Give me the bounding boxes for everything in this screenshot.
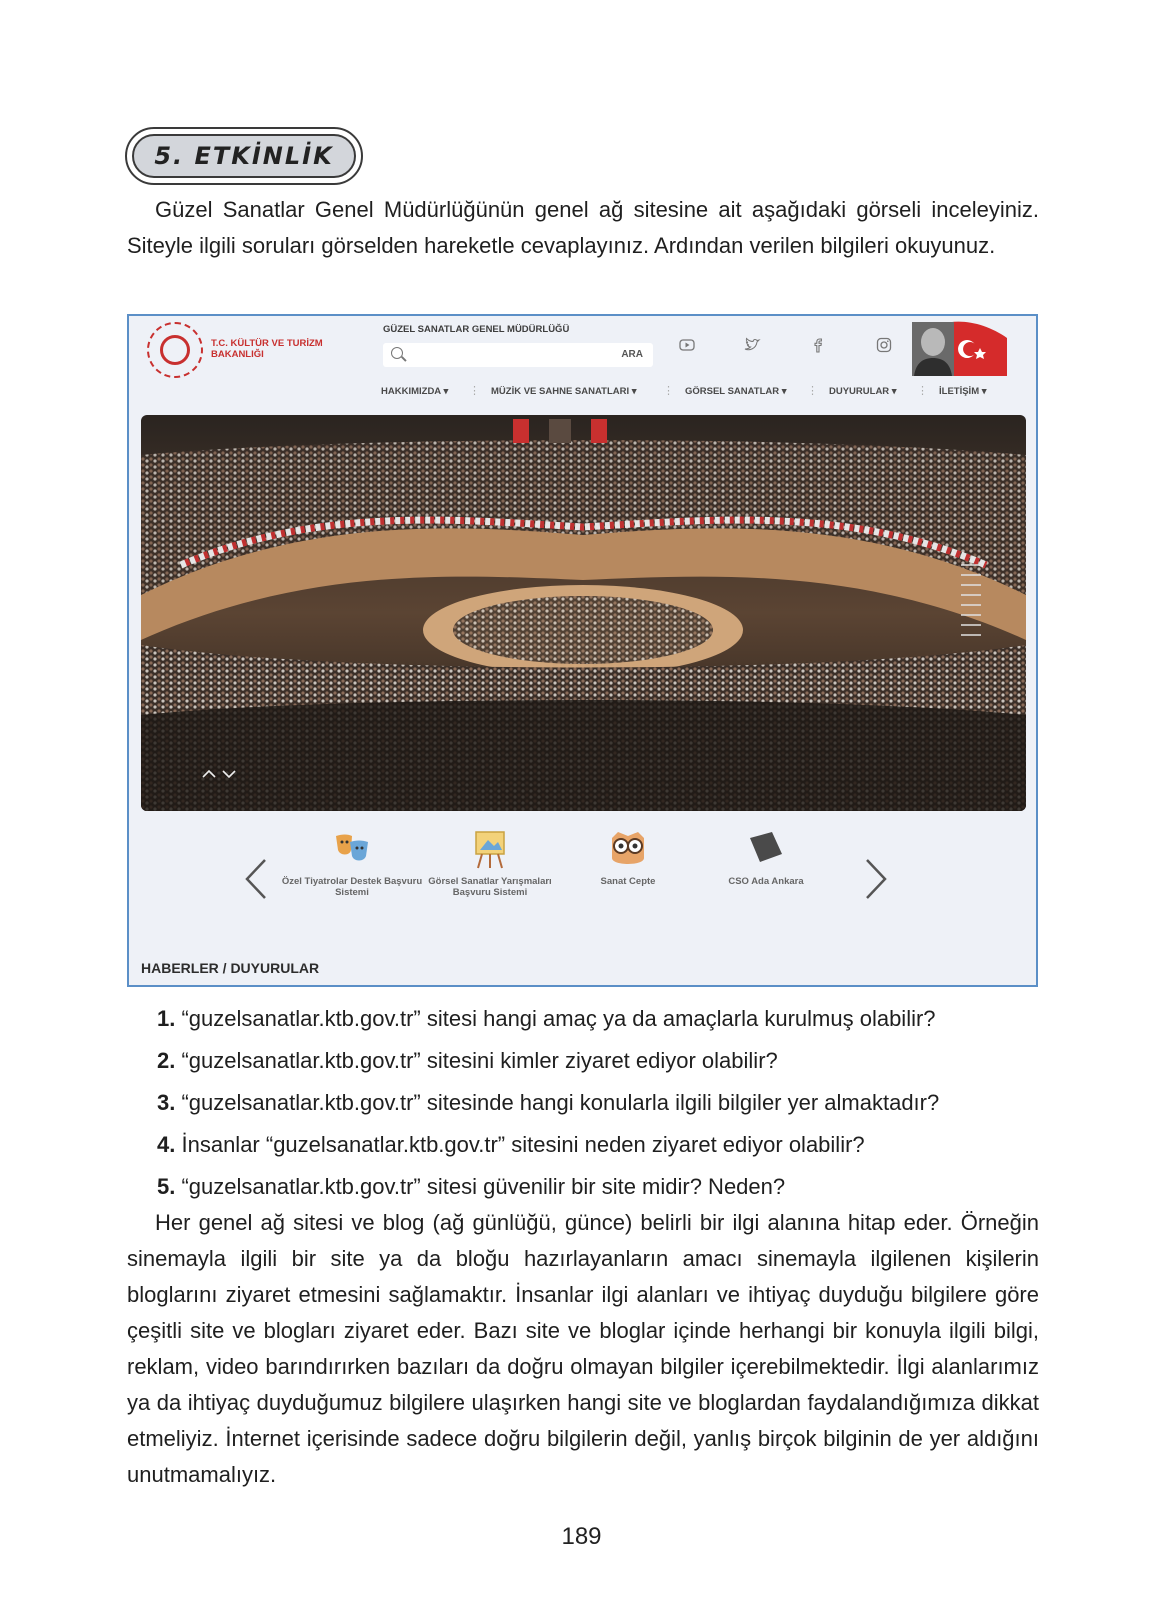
search-button[interactable]: ARA [621,349,643,360]
nav-separator: ⋮ [917,385,928,397]
question-item [157,1040,939,1082]
question-item [157,1124,939,1166]
nav-separator: ⋮ [663,385,674,397]
question-item [157,1166,939,1208]
owl-icon [606,828,650,872]
quick-link-label: Sanat Cepte [600,876,656,887]
question-number: 4. [157,1132,176,1157]
search-input[interactable] [383,343,653,367]
theater-masks-icon [330,828,374,872]
quick-link-cso-ada-ankara[interactable] [691,828,841,887]
body-paragraph: Her genel ağ sitesi ve blog (ağ günlüğü, günce) belirli bir ilgi alanına hitap eder. Örneğin sinemayla ilgili bir site ya da bloğu hazırlayanların amacı sinemayla ilgilenen kişilerin bloglarını ziyaret etmesini sağlamaktır. İnsanlar ilgi alanları ve ihtiyaç duyduğu bilgilere göre çeşitli site ve blogları ziyaret eder. Bazı site ve bloglar içinde herhangi bir konuyla ilgili bilgi, reklam, video barındırırken bazıları da doğru olmayan bilgiler içerebilmektedir. İlgi alanlarımız ya da ihtiyaç duyduğumuz bilgilere ulaşırken hangi site ve bloglardan faydalandığımıza dikkat etmeliyiz. İnternet içerisinde sadece doğru bilgilerin değil, yanlış birçok bilginin de yer aldığını unutmamalıyız. [127,1210,1039,1487]
nav-item-duyurular[interactable]: DUYURULAR ▾ [829,386,897,397]
carousel-prev-icon[interactable] [239,854,279,904]
quick-link-gorsel-sanatlar[interactable] [415,828,565,898]
quick-link-label: CSO Ada Ankara [728,876,804,887]
portrait-flag-image [912,318,1007,376]
page-number: 189 [561,1523,602,1550]
logo-line-1: T.C. KÜLTÜR VE TURİZM [211,338,323,349]
question-item [157,998,939,1040]
quick-link-sanat-cepte[interactable] [553,828,703,887]
question-text: İnsanlar “guzelsanatlar.ktb.gov.tr” sitesini neden ziyaret ediyor olabilir? [181,1132,865,1157]
question-text: “guzelsanatlar.ktb.gov.tr” sitesini kimler ziyaret ediyor olabilir? [181,1048,778,1073]
intro-paragraph: Güzel Sanatlar Genel Müdürlüğünün genel ağ sitesine ait aşağıdaki görseli inceleyiniz. Siteyle ilgili soruları görselden hareketle cevaplayınız. Ardından verilen bilgileri okuyunuz. [127,197,1039,258]
quick-link-ozel-tiyatrolar[interactable] [277,828,427,898]
quick-link-label: Görsel Sanatlar Yarışmaları Başvuru Sistemi [428,876,552,898]
nav-label: DUYURULAR [829,386,890,397]
nav-item-muzik[interactable]: MÜZİK VE SAHNE SANATLARI ▾ [491,386,637,397]
site-title: GÜZEL SANATLAR GENEL MÜDÜRLÜĞÜ [383,324,570,335]
nav-label: MÜZİK VE SAHNE SANATLARI [491,386,630,397]
logo-line-2: BAKANLIĞI [211,349,264,360]
nav-separator: ⋮ [469,385,480,397]
youtube-icon[interactable] [678,336,696,354]
question-number: 5. [157,1174,176,1199]
ministry-logo-text[interactable] [211,338,341,360]
question-number: 1. [157,1006,176,1031]
facebook-icon[interactable] [809,336,827,354]
question-number: 3. [157,1090,176,1115]
easel-icon [468,828,512,872]
activity-badge [125,127,363,185]
nav-label: GÖRSEL SANATLAR [685,386,780,397]
question-text: “guzelsanatlar.ktb.gov.tr” sitesi hangi amaç ya da amaçlarla kurulmuş olabilir? [181,1006,936,1031]
cso-logo-icon [744,828,788,872]
nav-separator: ⋮ [807,385,818,397]
nav-item-iletisim[interactable]: İLETİŞİM ▾ [939,386,987,397]
hero-concert-image[interactable] [141,415,1026,811]
website-screenshot [127,314,1038,987]
search-icon [391,347,403,359]
instagram-icon[interactable] [875,336,893,354]
activity-title: 5. ETKİNLİK [154,142,334,170]
question-list [157,998,939,1208]
nav-label: İLETİŞİM [939,386,980,397]
question-number: 2. [157,1048,176,1073]
ministry-logo-icon[interactable] [147,322,203,378]
news-section-title[interactable]: HABERLER / DUYURULAR [141,960,320,976]
nav-item-gorsel[interactable]: GÖRSEL SANATLAR ▾ [685,386,787,397]
nav-label: HAKKIMIZDA [381,386,441,397]
question-text: “guzelsanatlar.ktb.gov.tr” sitesi güvenilir bir site midir? Neden? [181,1174,786,1199]
twitter-icon[interactable] [743,336,761,354]
quick-link-label: Özel Tiyatrolar Destek Başvuru Sistemi [281,876,423,898]
question-item [157,1082,939,1124]
nav-item-hakkimizda[interactable]: HAKKIMIZDA ▾ [381,386,449,397]
carousel-next-icon[interactable] [855,854,895,904]
question-text: “guzelsanatlar.ktb.gov.tr” sitesinde hangi konularla ilgili bilgiler yer almaktadır? [181,1090,940,1115]
activity-badge-inner [132,134,356,178]
